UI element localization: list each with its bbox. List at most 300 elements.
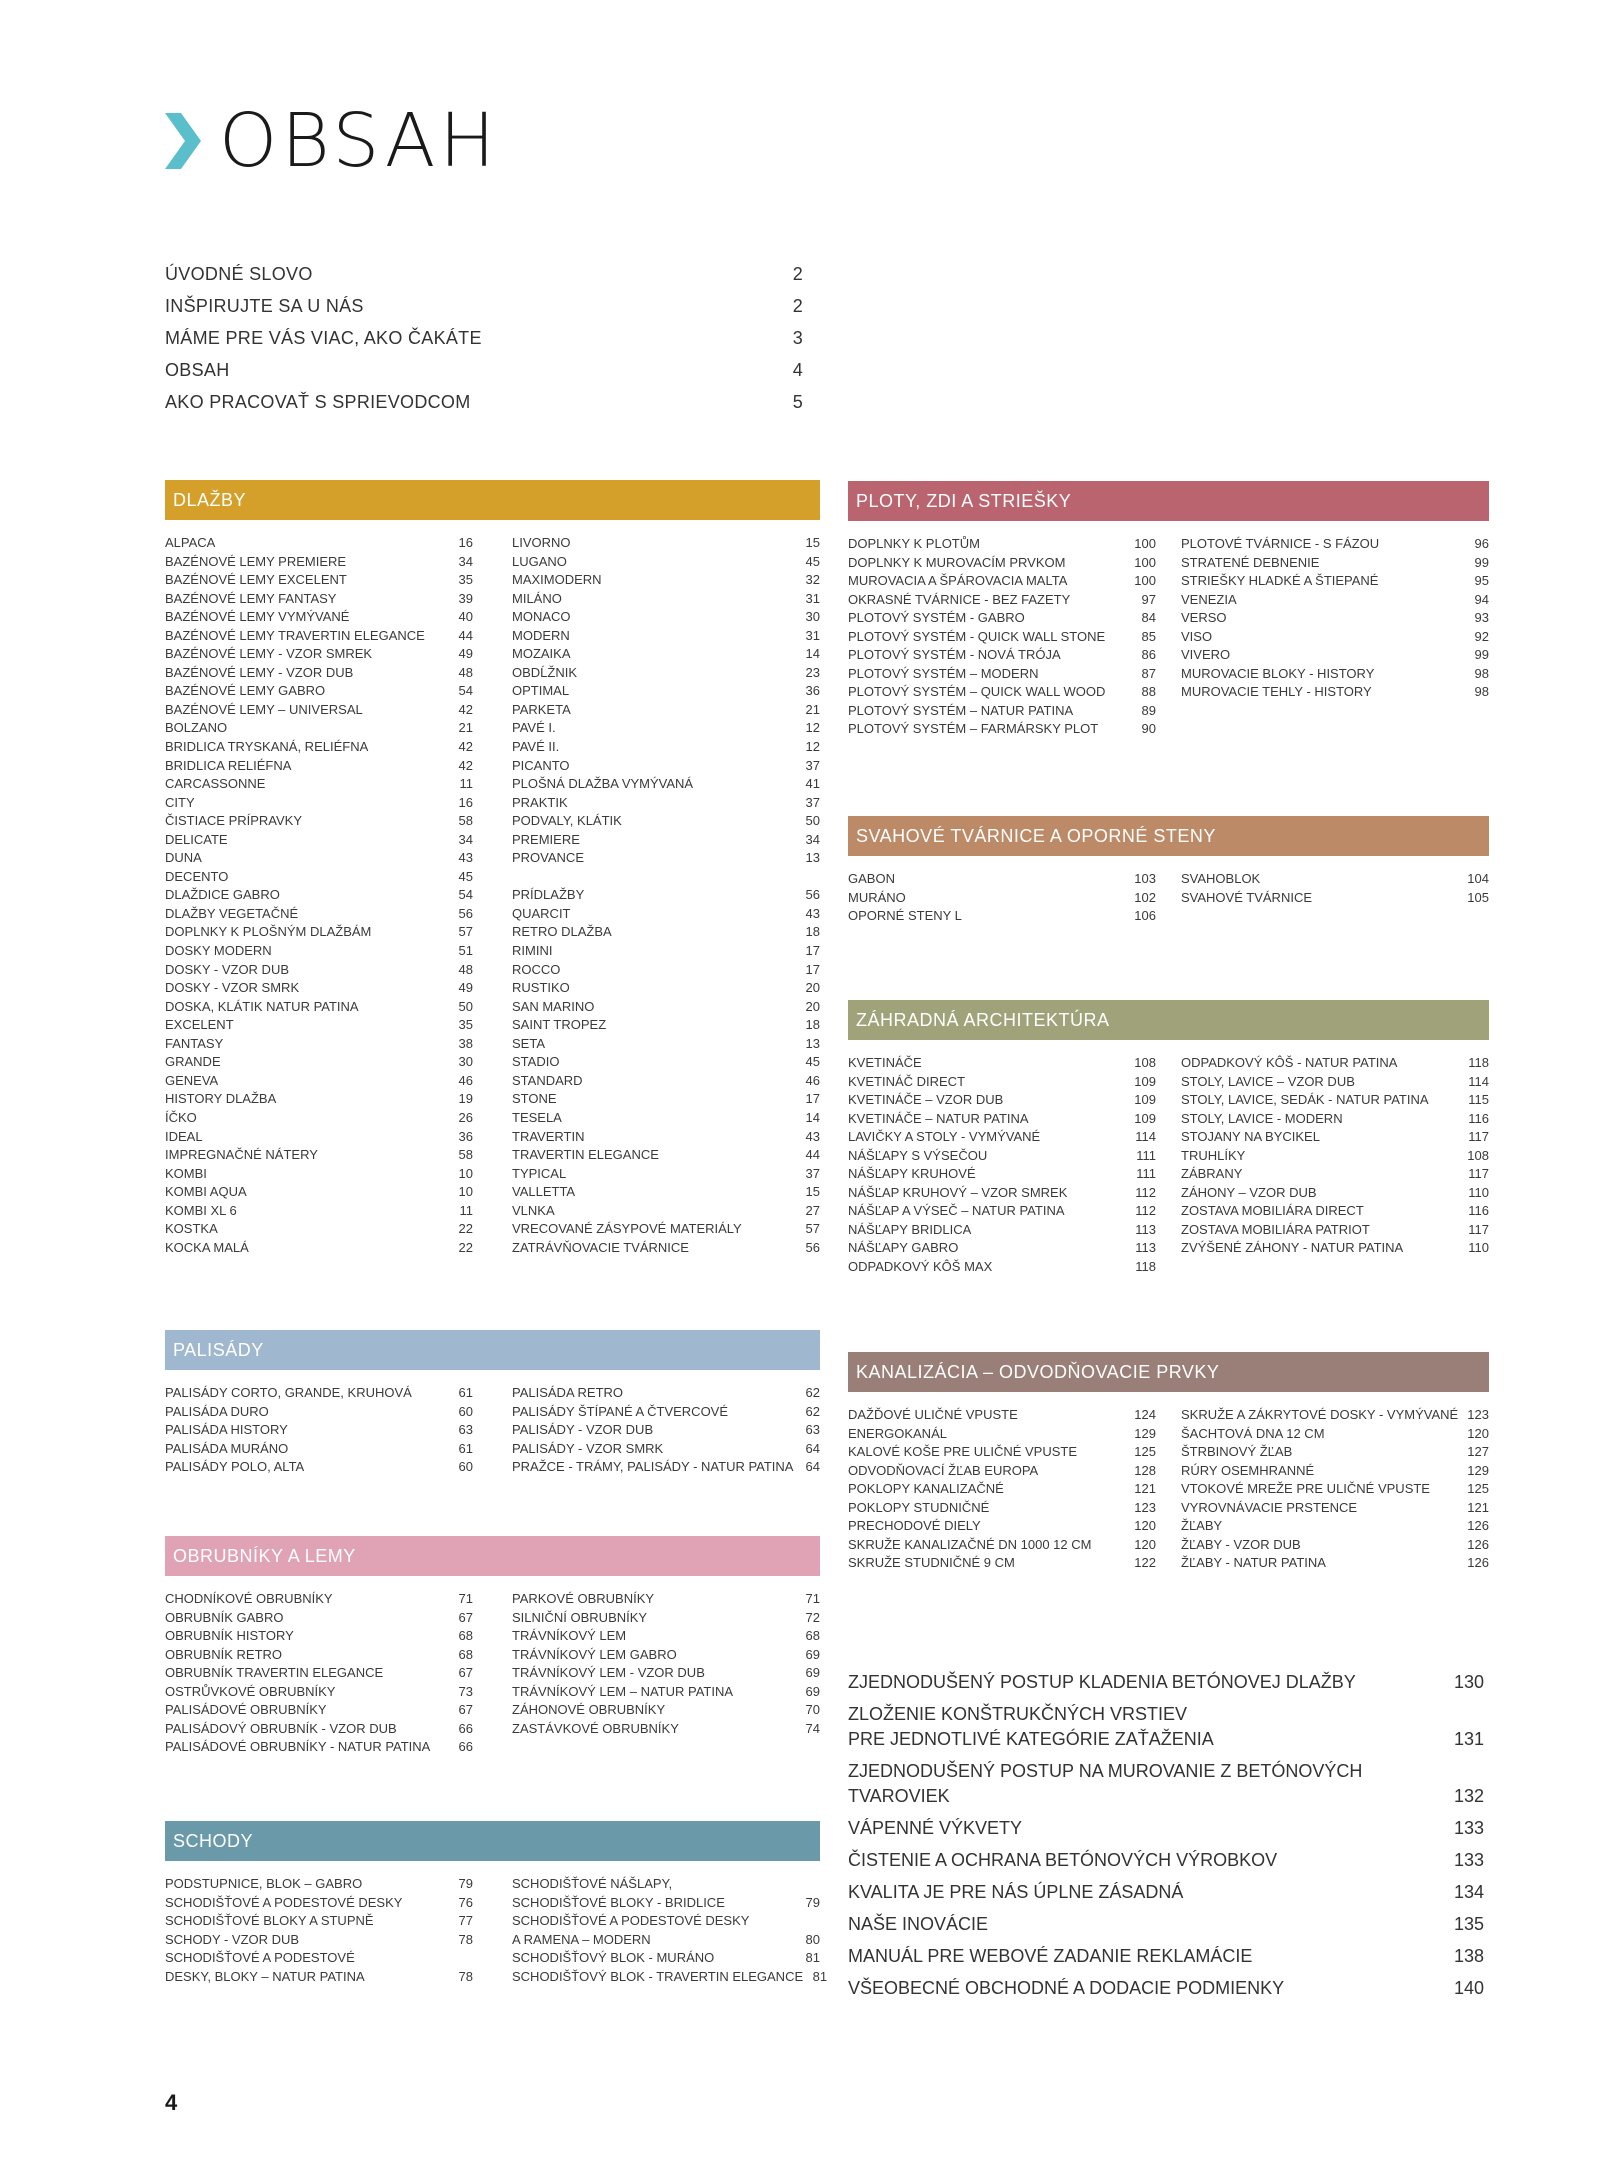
- item-label: PRAŽCE - TRÁMY, PALISÁDY - NATUR PATINA: [512, 1459, 794, 1475]
- list-item: [1181, 870, 1489, 889]
- list-item: [165, 757, 473, 776]
- item-page: 118: [1135, 1259, 1156, 1275]
- item-label: BAZÉNOVÉ LEMY VYMÝVANÉ: [165, 609, 350, 625]
- item-page: 18: [805, 924, 820, 940]
- item-label: BAZÉNOVÉ LEMY GABRO: [165, 683, 326, 699]
- list-item: [512, 1239, 820, 1258]
- item-label: MAXIMODERN: [512, 572, 602, 588]
- item-label: ŠACHTOVÁ DNA 12 CM: [1181, 1425, 1325, 1441]
- item-label: DLAŽBY VEGETAČNÉ: [165, 905, 299, 921]
- extra-label: ZJEDNODUŠENÝ POSTUP NA MUROVANIE Z BETÓNOVÝCH TVAROVIEK: [848, 1761, 1363, 1806]
- item-label: PAVÉ I.: [512, 720, 556, 736]
- list-item: [165, 1875, 473, 1894]
- item-page: 30: [458, 1054, 473, 1070]
- extra-page: 138: [1453, 1946, 1484, 1966]
- item-page: 127: [1467, 1444, 1489, 1460]
- item-page: 123: [1134, 1499, 1156, 1515]
- item-page: 106: [1134, 908, 1156, 924]
- item-page: 39: [458, 590, 473, 606]
- item-label: SKRUŽE A ZÁKRYTOVÉ DOSKY - VYMÝVANÉ: [1181, 1407, 1459, 1422]
- item-page: 50: [805, 813, 820, 829]
- item-label: QUARCIT: [512, 905, 571, 921]
- section-column-left: [165, 1590, 473, 1757]
- list-item: [512, 1053, 820, 1072]
- item-label: BOLZANO: [165, 720, 228, 736]
- item-label: PALISÁDA DURO: [165, 1403, 269, 1419]
- item-page: 98: [1474, 665, 1489, 681]
- section-schody: [165, 1821, 828, 1986]
- item-page: 97: [1141, 591, 1156, 607]
- section-column-right: [1181, 535, 1489, 739]
- list-item: [848, 702, 1156, 721]
- item-label: ŠTRBINOVÝ ŽĽAB: [1181, 1444, 1293, 1460]
- item-label: SCHODY - VZOR DUB: [165, 1931, 300, 1947]
- item-page: 40: [458, 609, 473, 625]
- extra-label: VŠEOBECNÉ OBCHODNÉ A DODACIE PODMIENKY: [848, 1978, 1285, 1998]
- item-label: BRIDLICA TRYSKANÁ, RELIÉFNA: [165, 739, 369, 755]
- list-item: [848, 1425, 1156, 1444]
- item-page: 68: [458, 1628, 473, 1644]
- item-page: 42: [458, 739, 473, 755]
- section-column-left: [165, 534, 473, 1257]
- item-page: 116: [1468, 1203, 1489, 1219]
- item-label: SKRUŽE STUDNIČNÉ 9 CM: [848, 1555, 1015, 1571]
- extra-page: 140: [1453, 1978, 1484, 1998]
- extra-item: [848, 1759, 1484, 1809]
- item-page: 87: [1141, 665, 1156, 681]
- section-header: SCHODY: [165, 1821, 820, 1861]
- extra-list: [848, 1670, 1484, 2008]
- list-item: [165, 1627, 473, 1646]
- item-label: PLOTOVÝ SYSTÉM – FARMÁRSKY PLOT: [848, 721, 1099, 737]
- item-page: 21: [458, 720, 473, 736]
- item-page: 95: [1474, 573, 1489, 589]
- list-item: [1181, 1499, 1489, 1518]
- list-item: [165, 1165, 473, 1184]
- list-item: [512, 627, 820, 646]
- list-item: [165, 590, 473, 609]
- item-page: 69: [805, 1646, 820, 1662]
- item-page: 108: [1467, 1147, 1489, 1163]
- item-label: DUNA: [165, 850, 202, 866]
- list-item: [512, 1384, 820, 1403]
- item-page: 36: [458, 1128, 473, 1144]
- item-label: DAŽĎOVÉ ULIČNÉ VPUSTE: [848, 1407, 1018, 1422]
- list-item: [165, 1701, 473, 1720]
- list-item: [512, 923, 820, 942]
- list-item: [165, 1440, 473, 1459]
- item-label: BAZÉNOVÉ LEMY PREMIERE: [165, 553, 347, 569]
- item-page: 37: [805, 1165, 820, 1181]
- item-label: RIMINI: [512, 943, 553, 959]
- intro-label: INŠPIRUJTE SA U NÁS: [165, 296, 364, 316]
- item-page: 58: [458, 813, 473, 829]
- item-page: 80: [805, 1931, 820, 1947]
- list-item: [512, 553, 820, 572]
- list-item: [165, 1720, 473, 1739]
- item-label: MURÁNO: [848, 889, 906, 905]
- item-page: 129: [1134, 1425, 1156, 1441]
- item-label: ZASTÁVKOVÉ OBRUBNÍKY: [512, 1720, 679, 1736]
- item-page: 42: [458, 701, 473, 717]
- item-label: POKLOPY KANALIZAČNÉ: [848, 1481, 1004, 1497]
- item-page: 120: [1134, 1536, 1156, 1552]
- list-item: [165, 1109, 473, 1128]
- list-item: [165, 1949, 473, 1968]
- list-item: [848, 665, 1156, 684]
- item-page: 17: [805, 961, 820, 977]
- item-page: 100: [1134, 536, 1156, 551]
- list-item: [165, 961, 473, 980]
- section-header: SVAHOVÉ TVÁRNICE A OPORNÉ STENY: [848, 816, 1489, 856]
- extra-item: [848, 1848, 1484, 1873]
- item-label: NÁŠĽAP KRUHOVÝ – VZOR SMREK: [848, 1184, 1068, 1200]
- item-page: 45: [805, 553, 820, 569]
- item-label: BAZÉNOVÉ LEMY - VZOR DUB: [165, 664, 354, 680]
- list-item: [512, 1090, 820, 1109]
- list-item: [165, 719, 473, 738]
- item-page: 114: [1135, 1129, 1156, 1145]
- list-item: [165, 1384, 473, 1403]
- list-item: [1181, 1462, 1489, 1481]
- item-label: OPTIMAL: [512, 683, 570, 699]
- item-page: 67: [458, 1665, 473, 1681]
- item-label: PALISÁDOVÉ OBRUBNÍKY: [165, 1702, 327, 1718]
- list-item: [165, 1146, 473, 1165]
- item-page: 20: [805, 980, 820, 996]
- item-label: NÁŠĽAPY S VÝSEČOU: [848, 1147, 988, 1163]
- list-item: [165, 553, 473, 572]
- item-page: 117: [1468, 1221, 1489, 1237]
- item-page: 54: [458, 887, 473, 903]
- item-label: PALISÁDY POLO, ALTA: [165, 1459, 305, 1475]
- item-page: 44: [805, 1147, 820, 1163]
- intro-page: 5: [792, 392, 803, 412]
- list-item: [165, 738, 473, 757]
- list-item: [512, 701, 820, 720]
- item-page: 68: [458, 1646, 473, 1662]
- item-label: ZOSTAVA MOBILIÁRA PATRIOT: [1181, 1221, 1370, 1237]
- list-item: [165, 1590, 473, 1609]
- item-page: 78: [458, 1968, 473, 1984]
- item-label: KVETINÁČE: [848, 1055, 922, 1070]
- item-label: ODVODŇOVACÍ ŽĽAB EUROPA: [848, 1462, 1039, 1478]
- list-item: [512, 1627, 820, 1646]
- item-label: CHODNÍKOVÉ OBRUBNÍKY: [165, 1591, 333, 1606]
- intro-label: ÚVODNÉ SLOVO: [165, 264, 313, 284]
- item-page: 121: [1467, 1499, 1489, 1515]
- item-label: STRATENÉ DEBNENIE: [1181, 554, 1320, 570]
- section-obrubniky: [165, 1536, 820, 1757]
- item-label: ZOSTAVA MOBILIÁRA DIRECT: [1181, 1203, 1364, 1219]
- item-label: MILÁNO: [512, 590, 562, 606]
- intro-page: 2: [792, 296, 803, 316]
- item-page: 85: [1141, 628, 1156, 644]
- list-item: [512, 1035, 820, 1054]
- section-column-left: [165, 1875, 473, 1986]
- list-item: [1181, 1239, 1489, 1258]
- section-palisady: [165, 1330, 820, 1477]
- item-label: MODERN: [512, 627, 570, 643]
- item-page: 63: [805, 1422, 820, 1438]
- item-label: POKLOPY STUDNIČNÉ: [848, 1499, 990, 1515]
- list-item: [848, 1554, 1156, 1573]
- item-page: 22: [458, 1239, 473, 1255]
- page-title: OBSAH: [219, 98, 500, 184]
- list-item: [1181, 1202, 1489, 1221]
- intro-row: [165, 258, 803, 290]
- item-label: ZÁHONY – VZOR DUB: [1181, 1184, 1317, 1200]
- list-item: [1181, 591, 1489, 610]
- item-label: SCHODIŠŤOVÉ A PODESTOVÉ DESKY: [165, 1894, 403, 1910]
- item-page: 63: [458, 1422, 473, 1438]
- list-item: [165, 905, 473, 924]
- item-label: ŽĽABY - NATUR PATINA: [1181, 1555, 1326, 1571]
- item-page: 109: [1134, 1110, 1156, 1126]
- item-page: 118: [1468, 1055, 1489, 1070]
- item-page: 111: [1136, 1147, 1156, 1163]
- item-label: MOZAIKA: [512, 646, 571, 662]
- intro-row: [165, 354, 803, 386]
- item-page: 22: [458, 1221, 473, 1237]
- section-ploty: [848, 481, 1489, 739]
- item-label: SCHODIŠŤOVÉ NÁŠLAPY,: [512, 1876, 673, 1891]
- item-label: ROCCO: [512, 961, 561, 977]
- item-page: 43: [805, 905, 820, 921]
- list-item: [512, 1590, 820, 1609]
- list-item: [165, 1403, 473, 1422]
- item-page: 125: [1467, 1481, 1489, 1497]
- item-label: MUROVACIE TEHLY - HISTORY: [1181, 684, 1372, 700]
- section-column-right: [512, 1590, 820, 1757]
- section-columns: [165, 1384, 820, 1477]
- list-item: [848, 1128, 1156, 1147]
- item-page: 17: [805, 1091, 820, 1107]
- item-label: IDEAL: [165, 1128, 203, 1144]
- item-label: TRÁVNÍKOVÝ LEM GABRO: [512, 1646, 677, 1662]
- list-item: [848, 628, 1156, 647]
- item-label: BAZÉNOVÉ LEMY FANTASY: [165, 590, 337, 606]
- item-label: ZÁHONOVÉ OBRUBNÍKY: [512, 1702, 666, 1718]
- item-page: 71: [458, 1591, 473, 1606]
- item-label: PALISÁDA RETRO: [512, 1385, 624, 1400]
- item-page: 43: [458, 850, 473, 866]
- list-item: [165, 1683, 473, 1702]
- item-label: SILNIČNÍ OBRUBNÍKY: [512, 1609, 648, 1625]
- intro-page: 3: [792, 328, 803, 348]
- extra-item: [848, 1816, 1484, 1841]
- item-label: PALISÁDOVÉ OBRUBNÍKY - NATUR PATINA: [165, 1739, 431, 1755]
- list-item: [848, 889, 1156, 908]
- item-page: 10: [458, 1184, 473, 1200]
- item-page: 16: [458, 794, 473, 810]
- item-label: NÁŠĽAP A VÝSEČ – NATUR PATINA: [848, 1203, 1065, 1219]
- item-label: DOSKY - VZOR SMRK: [165, 980, 300, 996]
- item-page: [796, 1912, 820, 1931]
- list-item: [165, 1894, 473, 1913]
- item-page: 45: [805, 1054, 820, 1070]
- item-label: PLOTOVÝ SYSTÉM – NATUR PATINA: [848, 702, 1074, 718]
- item-label: BAZÉNOVÉ LEMY – UNIVERSAL: [165, 701, 363, 717]
- section-header: DLAŽBY: [165, 480, 820, 520]
- item-label: SCHODIŠŤOVÉ A PODESTOVÉ: [165, 1950, 355, 1966]
- chevron-right-icon: [165, 113, 201, 169]
- list-item: [165, 1239, 473, 1258]
- list-item: [165, 979, 473, 998]
- section-column-right: [512, 534, 820, 1257]
- list-item: [512, 1403, 820, 1422]
- item-page: 26: [458, 1109, 473, 1125]
- list-item: [848, 1406, 1156, 1425]
- section-header: PLOTY, ZDI A STRIEŠKY: [848, 481, 1489, 521]
- item-label: KVETINÁČE – NATUR PATINA: [848, 1110, 1029, 1126]
- item-label: ZÁBRANY: [1181, 1166, 1243, 1182]
- list-item: [165, 1609, 473, 1628]
- item-label: DOPLNKY K PLOTŮM: [848, 536, 980, 551]
- list-item: [512, 1664, 820, 1683]
- item-page: 27: [805, 1202, 820, 1218]
- list-item: [1181, 1110, 1489, 1129]
- item-page: 99: [1474, 647, 1489, 663]
- item-page: 92: [1474, 628, 1489, 644]
- section-header: PALISÁDY: [165, 1330, 820, 1370]
- item-page: 41: [805, 776, 820, 792]
- item-page: 123: [1467, 1407, 1489, 1422]
- item-label: LAVIČKY A STOLY - VYMÝVANÉ: [848, 1129, 1041, 1145]
- item-label: DESKY, BLOKY – NATUR PATINA: [165, 1968, 365, 1984]
- item-label: OKRASNÉ TVÁRNICE - BEZ FAZETY: [848, 591, 1071, 607]
- list-item: [848, 554, 1156, 573]
- item-label: TRÁVNÍKOVÝ LEM – NATUR PATINA: [512, 1683, 734, 1699]
- item-page: 58: [458, 1147, 473, 1163]
- list-item: [512, 1072, 820, 1091]
- list-item: [165, 645, 473, 664]
- item-page: 124: [1134, 1407, 1156, 1422]
- list-item: [848, 1480, 1156, 1499]
- list-item: [1181, 1517, 1489, 1536]
- item-label: STRIEŠKY HLADKÉ A ŠTIEPANÉ: [1181, 573, 1379, 589]
- list-item: [165, 608, 473, 627]
- item-label: MUROVACIE BLOKY - HISTORY: [1181, 665, 1375, 681]
- list-item: [1181, 1554, 1489, 1573]
- section-header: KANALIZÁCIA – ODVODŇOVACIE PRVKY: [848, 1352, 1489, 1392]
- item-page: 70: [805, 1702, 820, 1718]
- extra-item: [848, 1944, 1484, 1969]
- item-page: 17: [805, 943, 820, 959]
- item-label: VERSO: [1181, 610, 1227, 626]
- list-item: [848, 1054, 1156, 1073]
- item-label: LIVORNO: [512, 535, 571, 550]
- item-label: DECENTO: [165, 868, 229, 884]
- list-item: [512, 1720, 820, 1739]
- item-label: STOLY, LAVICE, SEDÁK - NATUR PATINA: [1181, 1092, 1429, 1108]
- item-label: PRÍDLAŽBY: [512, 887, 585, 903]
- item-page: 54: [458, 683, 473, 699]
- item-page: 89: [1141, 702, 1156, 718]
- item-label: PROVANCE: [512, 850, 584, 866]
- item-page: 122: [1134, 1555, 1156, 1571]
- item-label: VALLETTA: [512, 1184, 576, 1200]
- item-page: 49: [458, 646, 473, 662]
- item-label: VISO: [1181, 628, 1213, 644]
- item-label: STOJANY NA BYCIKEL: [1181, 1129, 1320, 1145]
- item-page: 71: [805, 1591, 820, 1606]
- section-column-left: [165, 1384, 473, 1477]
- item-label: NÁŠĽAPY BRIDLICA: [848, 1221, 972, 1237]
- intro-row: [165, 386, 803, 418]
- list-item: [512, 571, 820, 590]
- item-page: 78: [458, 1931, 473, 1947]
- item-label: MUROVACIA A ŠPÁROVACIA MALTA: [848, 573, 1068, 589]
- list-item: [848, 591, 1156, 610]
- item-label: SCHODIŠŤOVÉ BLOKY - BRIDLICE: [512, 1894, 725, 1910]
- item-label: IMPREGNAČNÉ NÁTERY: [165, 1147, 318, 1163]
- item-label: OBDĹŽNIK: [512, 664, 578, 680]
- item-label: VIVERO: [1181, 647, 1231, 663]
- item-label: OPORNÉ STENY L: [848, 908, 962, 924]
- list-item: [165, 868, 473, 887]
- extra-label: ČISTENIE A OCHRANA BETÓNOVÝCH VÝROBKOV: [848, 1850, 1278, 1870]
- list-item: [512, 1968, 828, 1987]
- item-label: TYPICAL: [512, 1165, 567, 1181]
- item-page: 46: [805, 1072, 820, 1088]
- item-page: 105: [1467, 889, 1489, 905]
- item-label: RUSTIKO: [512, 980, 570, 996]
- item-label: FANTASY: [165, 1035, 224, 1051]
- list-item: [512, 719, 820, 738]
- list-item: [165, 571, 473, 590]
- section-columns: [848, 535, 1489, 739]
- item-label: OSTRŮVKOVÉ OBRUBNÍKY: [165, 1683, 336, 1699]
- item-page: 69: [805, 1665, 820, 1681]
- item-label: SCHODIŠŤOVÉ BLOKY A STUPNĚ: [165, 1913, 374, 1929]
- item-page: 11: [459, 776, 473, 792]
- item-label: STANDARD: [512, 1072, 583, 1088]
- list-item: [165, 664, 473, 683]
- list-item: [165, 1072, 473, 1091]
- item-label: ODPADKOVÝ KÔŠ - NATUR PATINA: [1181, 1055, 1398, 1070]
- list-item: [512, 868, 820, 887]
- list-item: [165, 886, 473, 905]
- item-page: 34: [458, 831, 473, 847]
- list-item: [512, 1183, 820, 1202]
- list-item: [848, 1110, 1156, 1129]
- item-label: PLOTOVÝ SYSTÉM – QUICK WALL WOOD: [848, 684, 1106, 700]
- item-page: 51: [458, 943, 473, 959]
- list-item: [1181, 1165, 1489, 1184]
- item-page: 16: [458, 535, 473, 550]
- list-item: [165, 812, 473, 831]
- item-page: 13: [805, 1035, 820, 1051]
- section-column-right: [512, 1875, 828, 1986]
- item-page: 128: [1134, 1462, 1156, 1478]
- item-page: 79: [458, 1876, 473, 1891]
- item-label: DOSKY MODERN: [165, 943, 272, 959]
- section-column-right: [1181, 1054, 1489, 1277]
- item-label: PODSTUPNICE, BLOK – GABRO: [165, 1876, 363, 1891]
- item-page: 48: [458, 961, 473, 977]
- extra-label: MANUÁL PRE WEBOVÉ ZADANIE REKLAMÁCIE: [848, 1946, 1253, 1966]
- item-page: 90: [1141, 721, 1156, 737]
- list-item: [512, 942, 820, 961]
- item-page: 109: [1134, 1073, 1156, 1089]
- item-page: 21: [805, 701, 820, 717]
- list-item: [165, 1968, 473, 1987]
- item-label: PODVALY, KLÁTIK: [512, 813, 622, 829]
- item-page: 109: [1134, 1092, 1156, 1108]
- item-label: BAZÉNOVÉ LEMY EXCELENT: [165, 572, 347, 588]
- extra-page: 132: [1453, 1786, 1484, 1806]
